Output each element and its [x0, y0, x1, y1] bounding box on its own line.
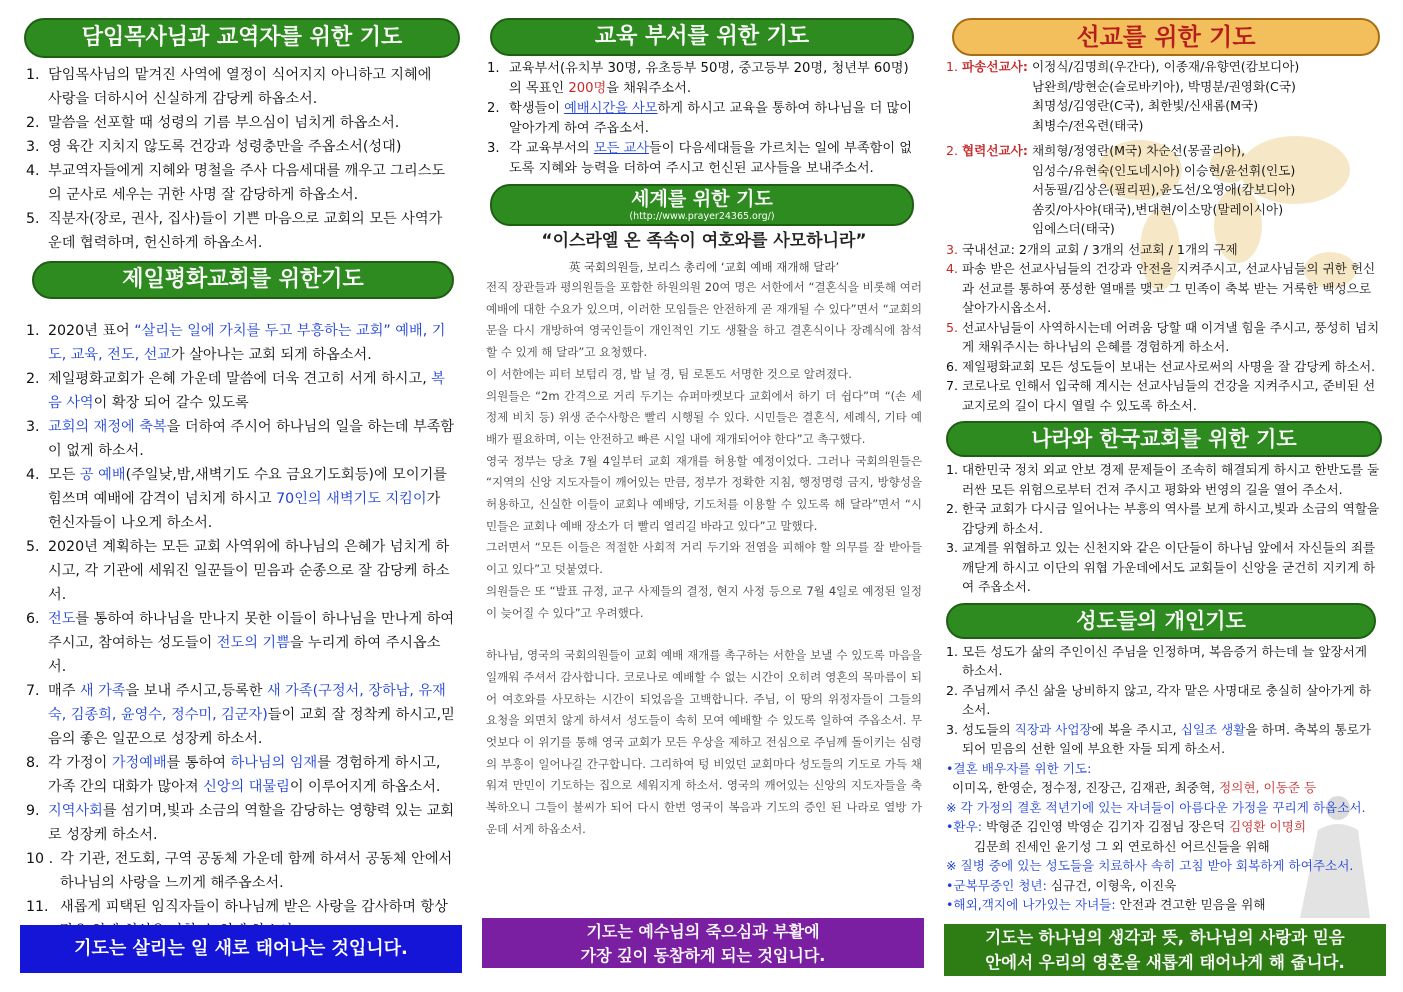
- list-item: 2. 말씀을 선포할 때 성령의 기름 부으심이 넘치게 하옵소서.: [26, 115, 400, 131]
- article-paragraph: 그러면서 “모든 이들은 적절한 사회적 거리 두기와 전염을 피해야 할 의무를 잘 받아들이고 있다”고 덧붙였다.: [486, 540, 922, 577]
- patient-section: •환우: 박형준 김인영 박영순 김기자 김점님 장은덕 김영환 이명희 김문희 진세인 윤기성 그 외 연로하신 어르신들을 위해 ※ 질병 중에 있는 성도들을 치료하사 속히 고침 받아 회복하게 하여주소서.: [946, 819, 1354, 873]
- list-item: 2. 제일평화교회가 은혜 가운데 말씀에 더욱 견고히 서게 하시고, 복음 사역이 확장 되어 갈수 있도록: [26, 371, 445, 411]
- heading-pastors: 담임목사님과 교역자를 위한 기도: [24, 18, 460, 58]
- list-item: 5. 선교사님들이 사역하시는데 어려움 당할 때 이겨낼 힘을 주시고, 풍성히 넘치게 채워주시는 하나님의 은혜를 경험하게 하소서.: [946, 319, 1380, 354]
- article-body: [486, 277, 922, 841]
- list-item: 4. 부교역자들에게 지혜와 명철을 주사 다음세대를 깨우고 그리스도의 군사로 세우는 귀한 사명 잘 감당하게 하옵소서.: [26, 163, 446, 203]
- list-item: 2. 한국 교회가 다시금 일어나는 부흥의 역사를 보게 하시고,빛과 소금의 역할을 감당케 하소서.: [946, 501, 1380, 536]
- list-item: 1. 2020년 표어 “살리는 일에 가치를 두고 부흥하는 교회” 예배, 기도, 교육, 전도, 선교가 살아나는 교회 되게 하옵소서.: [26, 323, 446, 363]
- article-subhead: 英 국회의원들, 보리스 총리에 ‘교회 예배 재개해 달라’: [568, 260, 840, 274]
- list-item: 3. 영 육간 지치지 않도록 건강과 성령충만을 주옵소서(성대): [26, 139, 402, 155]
- list-item: 6. 제일평화교회 모든 성도들이 보내는 선교사로써의 사명을 잘 감당케 하소서.: [946, 358, 1376, 374]
- list-item: 7. 매주 새 가족을 보내 주시고,등록한 새 가족(구정서, 장하남, 유재숙, 김종희, 윤영수, 정수미, 김군자)들이 교회 잘 정착케 하시고,믿음의 좋은 일꾼으로 성장케 하소서.: [26, 683, 455, 747]
- world-heading-url: (http://www.prayer24365.org/): [629, 211, 775, 222]
- article-paragraph: 이 서한에는 피터 보텀리 경, 밥 닐 경, 팀 로톤도 서명한 것으로 알려졌다.: [486, 366, 852, 381]
- marriage-section: •결혼 배우자를 위한 기도: 이미옥, 한영순, 정수정, 진장근, 김재관, 최중혁, 정의현, 이동준 등 ※ 각 가정의 결혼 적년기에 있는 자녀들이 아름다운 가정을 꾸리게 하옵소서.: [946, 760, 1366, 815]
- footer-banner-col1: 기도는 살리는 일 새로 태어나는 것입니다.: [20, 925, 462, 973]
- column-mission-nation: [946, 18, 1388, 915]
- list-item: 3. 국내선교: 2개의 교회 / 3개의 선교회 / 1개의 구제: [946, 241, 1238, 257]
- abroad-section: •해외,객지에 나가있는 자녀들: 안전과 견고한 믿음을 위해: [946, 897, 1266, 912]
- article-paragraph: 의원들은 “2m 간격으로 거리 두기는 슈퍼마켓보다 교회에서 하기 더 쉽다”며 “(손 세정제 비치 등) 위생 준수사항은 빨리 시행될 수 있다. 시민들은 결혼식, 세례식, 기타 예배가 필요하며, 이는 안전하고 빠른 시일 내에 재개되어야 한다”고 촉구했다.: [486, 388, 922, 446]
- list-item: 2. 협력선교사: 채희형/정영란(M국) 차순선(몽골리아), 임성수/유현숙(인도네시아) 이승현/윤선휘(인도) 서동필/김상은(필리핀),윤도선/오영애(캄보디아) 쏨킷/아사야(태국),변대현/이소망(말레이시아) 임에스더(태국): [946, 143, 1296, 236]
- footer-line: 기도는 예수님의 죽으심과 부활에: [586, 922, 820, 941]
- mission-prayer-list: [946, 57, 1382, 415]
- heading-world: [490, 184, 914, 226]
- pastors-prayer-list: [26, 63, 446, 255]
- list-item: 7. 코로나로 인해서 입국해 계시는 선교사님들의 건강을 지켜주시고, 준비된 선교지로의 길이 다시 열릴 수 있도록 하소서.: [946, 378, 1376, 413]
- article-paragraph: 영국 정부는 당초 7월 4일부터 교회 재개를 허용할 예정이었다. 그러나 국회의원들은 “지역의 신앙 지도자들이 깨어있는 만큼, 정부가 정확한 지침, 행정명령 금지, 방향성을 허용하고, 신실한 이들이 교회나 예배당, 기도처를 이용할 수 있도록 해 달라”면서 “시민들은 교회나 예배 장소가 더 빨리 열리길 바라고 있다”고 말했다.: [486, 453, 922, 533]
- list-item: 1. 담임목사님의 맡겨진 사역에 열정이 식어지지 아니하고 지혜에 사랑을 더하시어 신실하게 감당케 하옵소서.: [26, 67, 432, 107]
- list-item: 4. 파송 받은 선교사님들의 건강과 안전을 지켜주시고, 선교사님들의 귀한 헌신과 선교를 통하여 풍성한 열매를 맺고 그 민족이 축복 받는 거룩한 백성으로 살아가시옵소서.: [946, 261, 1376, 315]
- list-item: 10 . 각 기관, 전도회, 구역 공동체 가운데 함께 하셔서 공동체 안에서 하나님의 사랑을 느끼게 해주옵소서.: [26, 851, 453, 891]
- heading-mission: 선교를 위한 기도: [952, 18, 1380, 56]
- military-section: •군복무중인 청년: 심규건, 이형욱, 이진욱: [946, 877, 1177, 893]
- church-prayer-list: [26, 319, 456, 943]
- list-item: 3. 성도들의 직장과 사업장에 복을 주시고, 십일조 생활을 하며. 축복의 통로가 되어 믿음의 선한 일에 부요한 자들 되게 하소서.: [946, 721, 1372, 756]
- list-item: 9. 지역사회를 섬기며,빛과 소금의 역할을 감당하는 영향력 있는 교회로 성장케 하소서.: [26, 803, 455, 843]
- list-item: 6. 전도를 통하여 하나님을 만나지 못한 이들이 하나님을 만나게 하여 주시고, 참여하는 성도들이 전도의 기쁨을 누리게 하여 주시옵소서.: [26, 611, 455, 675]
- list-item: 1. 교육부서(유치부 30명, 유초등부 50명, 중고등부 20명, 청년부 60명)의 목표인 200명을 채워주소서.: [487, 61, 909, 96]
- column-education-world: [482, 18, 926, 841]
- heading-personal: 성도들의 개인기도: [946, 603, 1376, 639]
- list-item: 4. 모든 공 예배(주일낮,밤,새벽기도 수요 금요기도회등)에 모이기를 힘쓰며 예배에 감격이 넘치게 하시고 70인의 새벽기도 지킴이가 헌신자들이 나오게 하소서.: [26, 467, 447, 531]
- world-heading-title: 세계를 위한 기도: [631, 188, 773, 210]
- footer-line: 기도는 하나님의 생각과 뜻, 하나님의 사랑과 믿음: [985, 928, 1345, 947]
- column-pastors-church: [18, 18, 464, 943]
- list-item: 1. 대한민국 정치 외교 안보 경제 문제들이 조속히 해결되게 하시고 한반도를 둘러싼 모든 위험으로부터 건져 주시고 평화와 번영의 길을 열어 주소서.: [946, 462, 1380, 497]
- list-item: 11. 새롭게 피택된 임직자들이 하나님께 받은 사랑을 감사하며 항상: [26, 899, 448, 915]
- list-item: 1. 모든 성도가 삶의 주인이신 주님을 인정하며, 복음증거 하는데 늘 앞장서게 하소서.: [946, 643, 1367, 678]
- footer-banner-col2: [482, 918, 924, 968]
- list-item: 8. 각 가정이 가정예배를 통하여 하나님의 임재를 경험하게 하시고, 가족 간의 대화가 많아져 신앙의 대물림이 이루어지게 하옵소서.: [26, 755, 441, 795]
- article-quote: “이스라엘 온 족속이 여호와를 사모하니라”: [541, 231, 867, 251]
- article-paragraph: 전직 장관들과 평의원들을 포함한 하원의원 20여 명은 서한에서 “결혼식을 비롯해 여러 예배에 대한 수요가 있으며, 이러한 모임들은 안전하게 곧 재개될 수 있다”면서 “교회의 문을 다시 개방하여 영국인들이 개인적인 기도 생활을 하고 결혼식이나 장례식에 참석할 수 있게 해 달라”고 요청했다.: [486, 280, 922, 360]
- nation-prayer-list: [946, 460, 1382, 597]
- article-prayer: 하나님, 영국의 국회의원들이 교회 예배 재개를 촉구하는 서한을 보낼 수 있도록 마음을 일깨워 주셔서 감사합니다. 코로나로 예배할 수 없는 시간이 오히려 영혼의 목마름이 되어 여호와를 사모하는 시간이 되었음을 고백합니다. 주님, 이 땅의 위정자들이 그들의 요청을 외면치 않게 하셔서 성도들이 속히 모여 예배할 수 있도록 일하여 주옵소서. 무엇보다 이 위기를 통해 영국 교회가 모든 우상을 제하고 전심으로 주님께 돌이키는 심령의 부흥이 일어나길 간구합니다. 그리하여 텅 비었던 교회마다 성도들의 기도로 가득 채워져 만민이 기도하는 집으로 세워지게 하소서. 영국의 깨어있는 신앙의 지도자들을 축복하오니 그들이 불씨가 되어 다시 한번 영국이 복음과 기도의 증인 된 나라로 열방 가운데 서게 하옵소서.: [486, 648, 922, 836]
- list-item: 5. 직분자(장로, 권사, 집사)들이 기쁜 마음으로 교회의 모든 사역가운데 협력하며, 헌신하게 하옵소서.: [26, 211, 443, 251]
- footer-banner-col3: [944, 924, 1386, 976]
- heading-education: 교육 부서를 위한 기도: [490, 18, 914, 56]
- article-paragraph: 의원들은 또 “발표 규정, 교구 사제들의 결정, 현지 사정 등으로 7월 4일로 예정된 일정이 늦어질 수 있다”고 우려했다.: [486, 583, 922, 620]
- list-item: 3. 교회의 재정에 축복을 더하여 주시어 하나님의 일을 하는데 부족함이 없게 하소서.: [26, 419, 455, 459]
- heading-church: 제일평화교회를 위한기도: [32, 261, 454, 299]
- footer-line: 안에서 우리의 영혼을 새롭게 태어나게 해 줍니다.: [985, 953, 1345, 972]
- list-item: 2. 주님께서 주신 삶을 낭비하지 않고, 각자 맡은 사명대로 충실히 살아가게 하소서.: [946, 682, 1372, 717]
- footer-line: 가장 깊이 동참하게 되는 것입니다.: [580, 946, 826, 965]
- heading-nation: 나라와 한국교회를 위한 기도: [946, 421, 1382, 457]
- article-spacer: [486, 624, 922, 645]
- list-item: 5. 2020년 계획하는 모든 교회 사역위에 하나님의 은혜가 넘치게 하시고, 각 기관에 세워진 일꾼들이 믿음과 순종으로 잘 감당케 하소서.: [26, 539, 450, 603]
- list-item: 2. 학생들이 예배시간을 사모하게 하시고 교육을 통하여 하나님을 더 많이 알아가게 하여 주옵소서.: [487, 101, 912, 136]
- education-prayer-list: [487, 59, 921, 179]
- list-item: 3. 각 교육부서의 모든 교사들이 다음세대들을 가르치는 일에 부족함이 없도록 지혜와 능력을 더하여 주시고 헌신된 교사들을 보내주소서.: [487, 141, 912, 176]
- personal-prayer-list: [946, 642, 1382, 915]
- list-item: 1. 파송선교사: 이정식/김명희(우간다), 이종재/유향연(캄보디아) 남완희/방현순(슬로바키아), 박명분/권영화(C국) 최명성/김영란(C국), 최한빛/신새롬(M국) 최병수/전옥련(태국): [946, 59, 1300, 133]
- list-item: 3. 교계를 위협하고 있는 신천지와 같은 이단들이 하나님 앞에서 자신들의 죄를 깨닫게 하시고 이단의 위협 가운데에서도 교회들이 신앙을 굳건히 지키게 하여 주옵소서.: [946, 540, 1376, 594]
